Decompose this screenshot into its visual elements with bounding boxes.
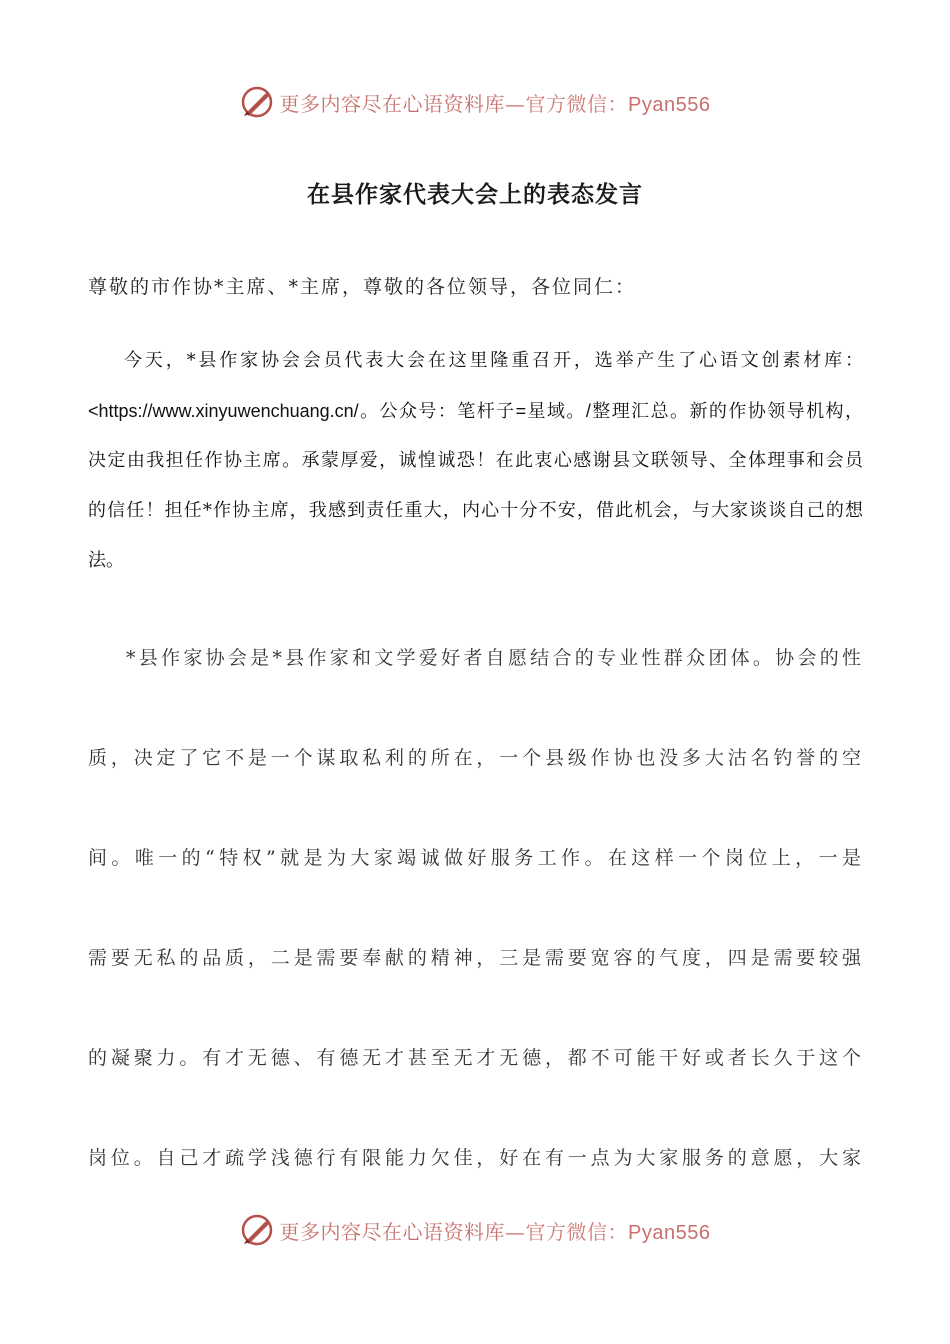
- paragraph-2-line: 间。唯一的“特权”就是为大家竭诚做好服务工作。在这样一个岗位上，一是: [88, 847, 863, 869]
- pen-logo-icon: [240, 1213, 274, 1247]
- paragraph-2-line: *县作家协会是*县作家和文学爱好者自愿结合的专业性群众团体。协会的性: [126, 647, 863, 669]
- paragraph-2-line: 岗位。自己才疏学浅德行有限能力欠佳，好在有一点为大家服务的意愿，大家: [88, 1147, 863, 1169]
- paragraph-1-line: <https://www.xinyuwenchuang.cn/。公众号：笔杆子=星域。/整理汇总。新的作协领导机构，: [88, 401, 863, 421]
- banner-dash: —: [505, 1219, 526, 1244]
- banner-brand: 更多内容尽在心语资料库: [279, 91, 506, 116]
- paragraph-2: [88, 608, 863, 1208]
- banner-brand: 更多内容尽在心语资料库: [279, 1219, 506, 1244]
- header-watermark-banner: [0, 82, 950, 122]
- banner-wechat-id: Pyan556: [628, 93, 711, 116]
- banner-wechat-id: Pyan556: [628, 1221, 711, 1244]
- banner-text: [280, 1216, 711, 1245]
- paragraph-1-line: 的信任！担任*作协主席，我感到责任重大，内心十分不安，借此机会，与大家谈谈自己的想: [88, 500, 863, 521]
- paragraph-1-line: 今天，*县作家协会会员代表大会在这里隆重召开，选举产生了心语文创素材库：: [124, 350, 863, 371]
- document-title: 在县作家代表大会上的表态发言: [307, 182, 643, 208]
- paragraph-2-line: 的凝聚力。有才无德、有德无才甚至无才无德，都不可能干好或者长久于这个: [88, 1047, 863, 1069]
- banner-text: [280, 88, 711, 117]
- paragraph-1-line: 法。: [88, 550, 124, 571]
- banner-dash: —: [505, 91, 526, 116]
- paragraph-1-line: 决定由我担任作协主席。承蒙厚爱，诚惶诚恐！在此衷心感谢县文联领导、全体理事和会员: [88, 450, 863, 471]
- footer-watermark-banner: [0, 1210, 950, 1250]
- paragraph-2-line: 需要无私的品质，二是需要奉献的精神，三是需要宽容的气度，四是需要较强: [88, 947, 863, 969]
- banner-sub: 官方微信：: [525, 91, 629, 116]
- salutation: 尊敬的市作协*主席、*主席，尊敬的各位领导，各位同仁：: [88, 276, 637, 298]
- paragraph-2-line: 质，决定了它不是一个谋取私利的所在，一个县级作协也没多大沽名钓誉的空: [88, 747, 863, 769]
- banner-sub: 官方微信：: [525, 1219, 629, 1244]
- pen-logo-icon: [240, 85, 274, 119]
- paragraph-1: [88, 336, 863, 586]
